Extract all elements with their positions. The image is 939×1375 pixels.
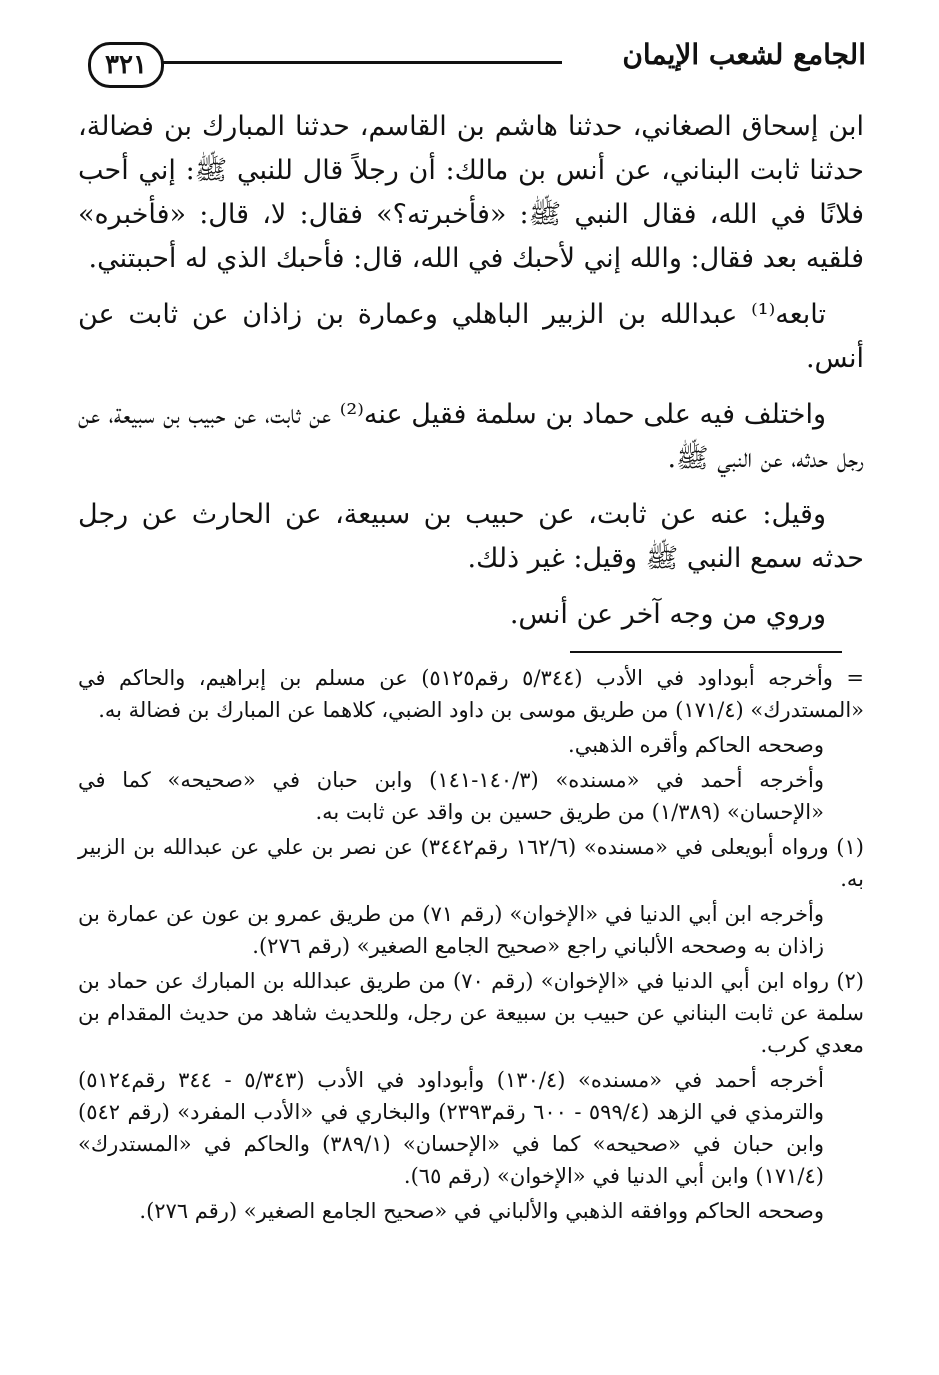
footnote-1: (١) ورواه أبويعلى في «مسنده» (١٦٢/٦ رقم٣٤٤٢) عن نصر بن علي عن عبدالله بن الزبير به. <box>78 835 864 891</box>
footnote-separator <box>570 651 842 653</box>
footnotes <box>78 662 864 1230</box>
paragraph-mutabaa: تابعه⁽¹⁾ عبدالله بن الزبير الباهلي وعمارة بن زاذان عن ثابت عن أنس. <box>78 299 864 374</box>
footnote-1-extra: وأخرجه ابن أبي الدنيا في «الإخوان» (رقم ٧١) من طريق عمرو بن عون عن عمارة بن زاذان به وصححه الألباني راجع «صحيح الجامع الصغير» (رقم ٢٧٦). <box>78 902 824 958</box>
footnote-continuation: = وأخرجه أبوداود في الأدب (٥/٣٤٤ رقم٥١٢٥) عن مسلم بن إبراهيم، والحاكم في «المستدرك» (١٧١/٤) من طريق موسى بن داود الضبي، كلاهما عن المبارك بن فضالة به. <box>78 666 864 722</box>
footnote-2-extra: أخرجه أحمد في «مسنده» (١٣٠/٤) وأبوداود في الأدب (٥/٣٤٣ - ٣٤٤ رقم٥١٢٤) والترمذي في الزهد (٥٩٩/٤ - ٦٠٠ رقم٢٣٩٣) والبخاري في «الأدب المفرد» (رقم ٥٤٢) وابن حبان في «صحيحه» كما في «الإحسان» (٣٨٩/١) والحاكم في «المستدرك» (١٧١/٤) وابن أبي الدنيا في «الإخوان» (رقم ٦٥). <box>78 1068 824 1188</box>
footnote-2-extra: وصححه الحاكم ووافقه الذهبي والألباني في «صحيح الجامع الصغير» (رقم ٢٧٦). <box>139 1199 824 1223</box>
footnote-line: وصححه الحاكم وأقره الذهبي. <box>568 733 824 757</box>
paragraph-hadith: ابن إسحاق الصغاني، حدثنا هاشم بن القاسم، حدثنا المبارك بن فضالة، حدثنا ثابت البناني، عن أنس بن مالك: أن رجلاً قال للنبي ﷺ: إني أحب فلانًا في الله، فقال النبي ﷺ: «فأخبرته؟» فقال: لا، قال: «فأخبره» فلقيه بعد فقال: والله إني لأحبك في الله، قال: فأحبك الذي له أحببتني. <box>78 111 864 274</box>
page-number: ٣٢١ <box>88 42 164 88</box>
running-title: الجامع لشعب الإيمان <box>622 38 866 71</box>
header-rule <box>162 61 562 64</box>
paragraph-ruwiya: وروي من وجه آخر عن أنس. <box>509 599 826 630</box>
main-text <box>78 105 864 649</box>
page-header <box>88 38 866 90</box>
paragraph-qila: وقيل: عنه عن ثابت، عن حبيب بن سبيعة، عن الحارث عن رجل حدثه سمع النبي ﷺ وقيل: غير ذلك. <box>78 499 864 574</box>
footnote-line: وأخرجه أحمد في «مسنده» (١٤٠/٣-١٤١) وابن حبان في «صحيحه» كما في «الإحسان» (١/٣٨٩) من طريق حسين بن واقد عن ثابت به. <box>78 768 824 824</box>
footnote-2: (٢) رواه ابن أبي الدنيا في «الإخوان» (رقم ٧٠) من طريق عبدالله بن المبارك عن حماد بن سلمة عن ثابت البناني عن حبيب بن سبيعة عن رجل، وللحديث شاهد من حديث المقدام بن معدي كرب. <box>78 969 864 1057</box>
paragraph-ikhtilaf: واختلف فيه على حماد بن سلمة فقيل عنه⁽²⁾ عن ثابت، عن حبيب بن سبيعة، عن رجل حدثه، عن النبي ﷺ. <box>78 399 864 474</box>
